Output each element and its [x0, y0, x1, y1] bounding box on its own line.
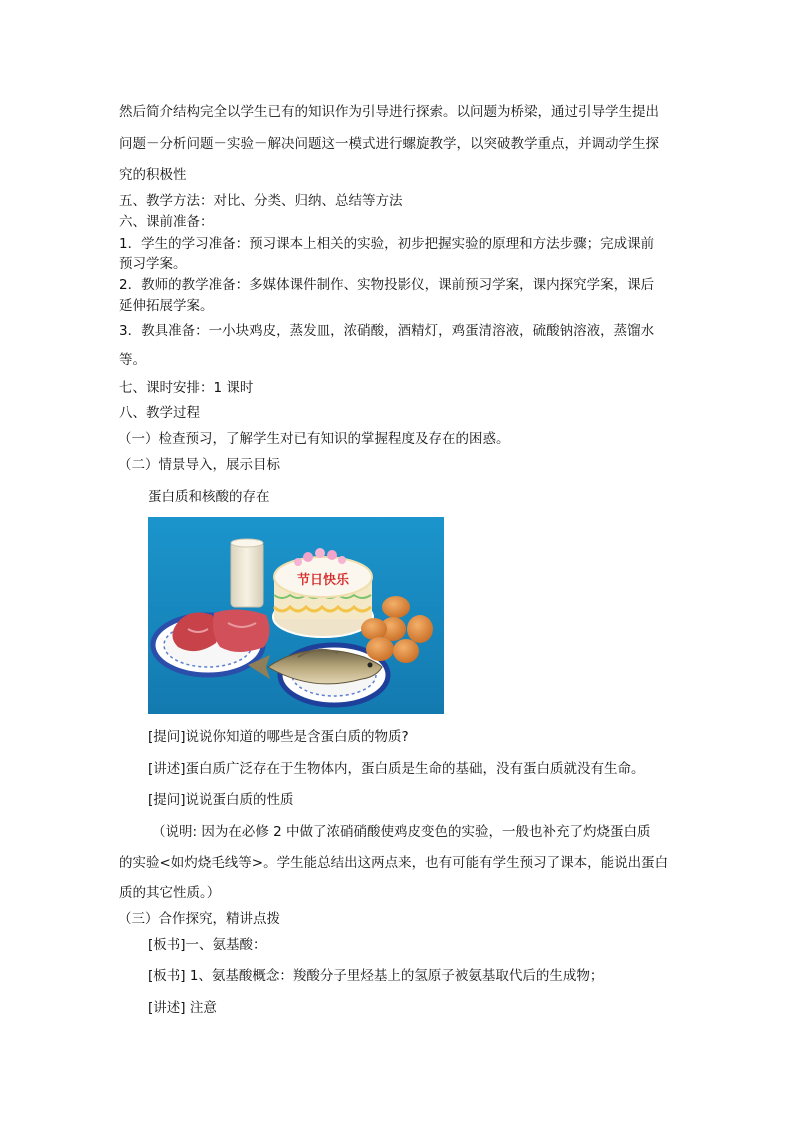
milk-glass-icon	[231, 539, 263, 607]
note-line-3: 质的其它性质。）	[119, 885, 221, 901]
lecture-1: [讲述]蛋白质广泛存在于生物体内，蛋白质是生命的基础，没有蛋白质就没有生命。	[148, 761, 645, 777]
blackboard-1: [板书]一、氨基酸：	[148, 937, 267, 953]
note-line-1: （说明: 因为在必修 2 中做了浓硝硝酸使鸡皮变色的实验，一般也补充了灼烧蛋白质	[152, 824, 651, 840]
blackboard-2: [板书] 1、氨基酸概念：羧酸分子里烃基上的氢原子被氨基取代后的生成物；	[148, 968, 604, 984]
step-3-cooperative-inquiry: （三）合作探究，精讲点拨	[118, 911, 280, 927]
prep-item-3-line-1: 3．教具准备：一小块鸡皮，蒸发皿，浓硝酸，酒精灯，鸡蛋清溶液，硫酸钠溶液，蒸馏水	[119, 323, 655, 339]
step-2-introduction: （二）情景导入，展示目标	[118, 457, 280, 473]
section-8-process: 八、教学过程	[119, 405, 200, 421]
prep-item-1-line-1: 1．学生的学习准备：预习课本上相关的实验，初步把握实验的原理和方法步骤；完成课前	[119, 236, 655, 252]
intro-line-2: 问题－分析问题－实验－解决问题这一模式进行螺旋教学，以突破教学重点，并调动学生探	[119, 136, 659, 152]
section-5-teaching-method: 五、教学方法：对比、分类、归纳、总结等方法	[119, 193, 403, 209]
section-7-schedule: 七、课时安排：1 课时	[119, 380, 254, 396]
intro-line-1: 然后简介结构完全以学生已有的知识作为引导进行探索。以问题为桥梁，通过引导学生提出	[119, 104, 659, 120]
prep-item-1-line-2: 预习学案。	[119, 256, 187, 272]
note-line-2: 的实验<如灼烧毛线等>。学生能总结出这两点来，也有可能有学生预习了课本，能说出蛋白	[119, 855, 669, 871]
question-1: [提问]说说你知道的哪些是含蛋白质的物质?	[148, 729, 409, 745]
intro-line-3: 究的积极性	[119, 167, 187, 183]
lecture-2: [讲述] 注意	[148, 1000, 217, 1016]
section-6-preparation: 六、课前准备：	[119, 214, 214, 230]
protein-foods-photo	[148, 517, 444, 714]
prep-item-2-line-1: 2．教师的教学准备：多媒体课件制作、实物投影仪，课前预习学案，课内探究学案，课后	[119, 277, 655, 293]
figure-caption: 蛋白质和核酸的存在	[148, 489, 270, 505]
prep-item-3-line-2: 等。	[119, 352, 146, 368]
question-2: [提问]说说蛋白质的性质	[148, 792, 294, 808]
prep-item-2-line-2: 延伸拓展学案。	[119, 298, 214, 314]
svg-text:节日快乐: 节日快乐	[296, 573, 350, 588]
step-1-review: （一）检查预习，了解学生对已有知识的掌握程度及存在的困惑。	[118, 431, 510, 447]
